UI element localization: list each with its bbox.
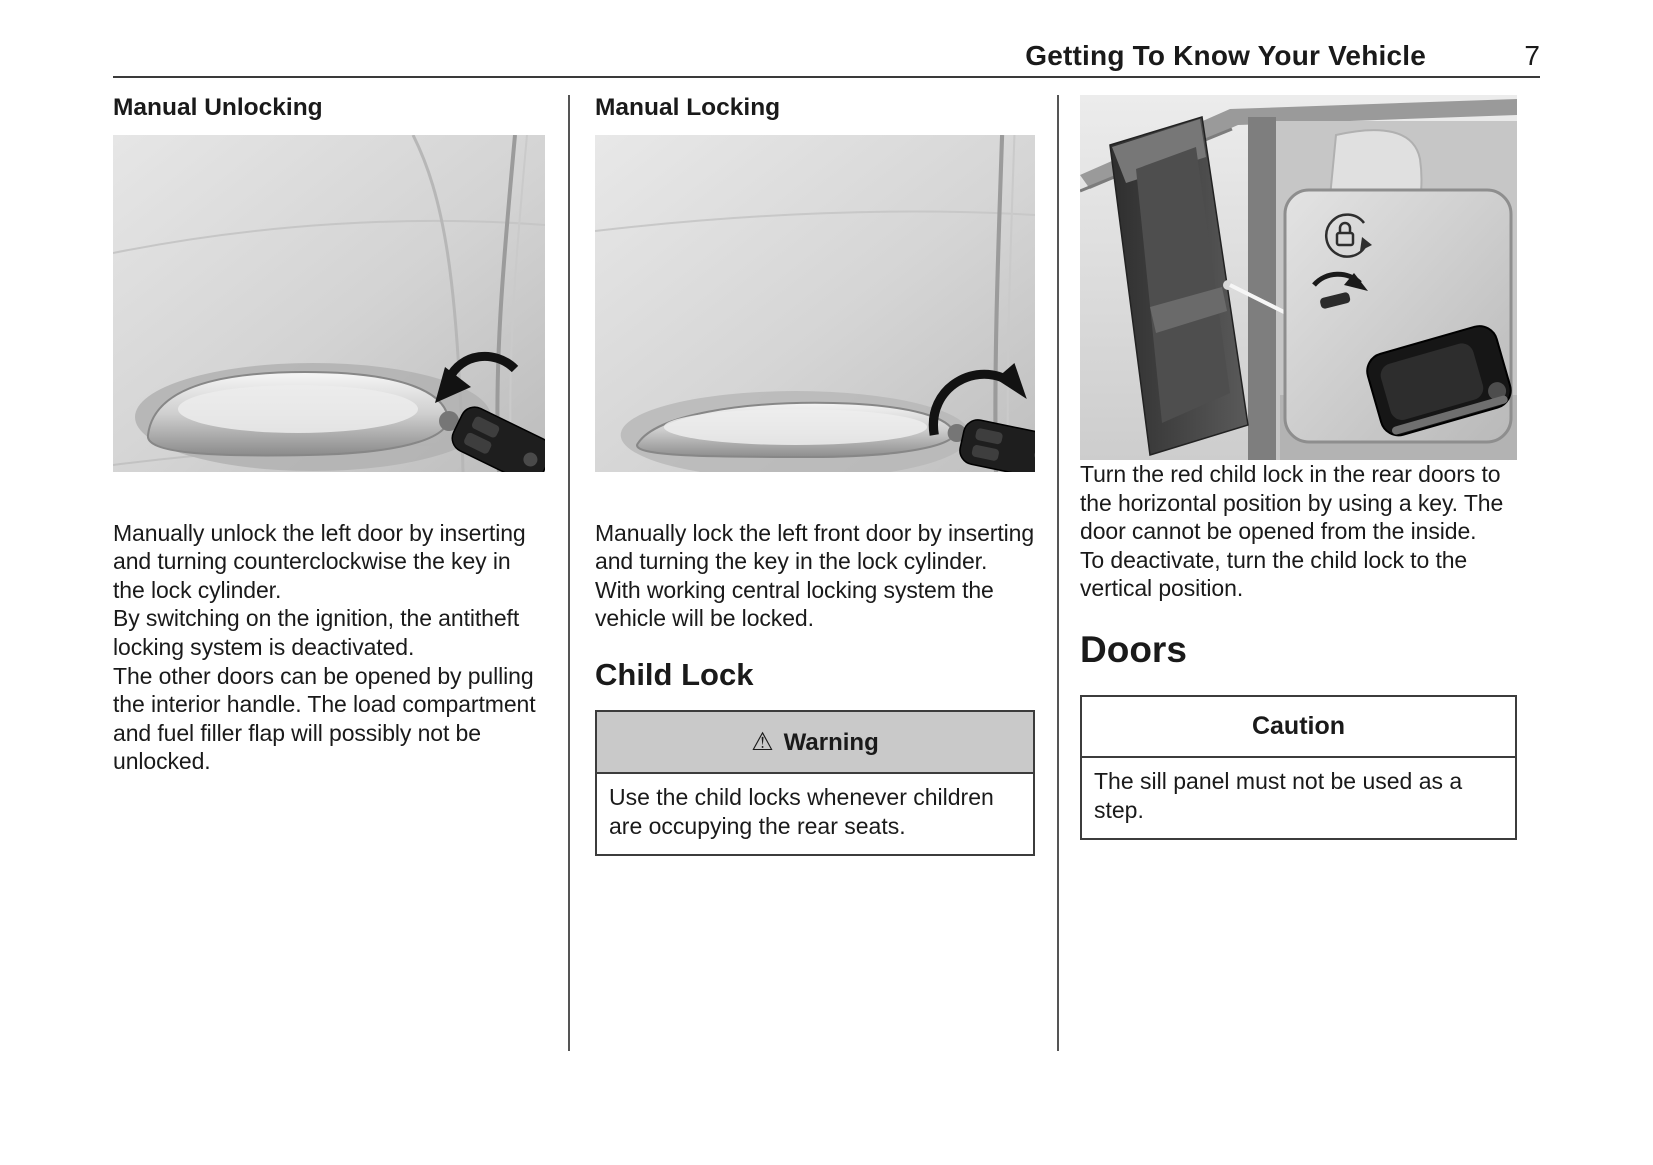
page-header: [113, 40, 1540, 72]
page-number: 7: [1524, 40, 1540, 71]
column-manual-unlocking: [113, 95, 545, 776]
header-rule: [113, 76, 1540, 78]
body-paragraph: By switching on the ignition, the antitheft locking system is deactivated.: [113, 605, 520, 660]
column-child-lock-doors: [1080, 95, 1517, 840]
section-heading-child-lock: Child Lock: [595, 657, 754, 692]
body-paragraph: To deactivate, turn the child lock to the vertical position.: [1080, 546, 1468, 602]
section-heading-manual-locking: Manual Locking: [595, 94, 781, 121]
caution-box: [1080, 695, 1517, 840]
body-paragraph: Turn the red child lock in the rear doors to the horizontal position by using a key. The door cannot be opened from the inside.: [1080, 461, 1504, 545]
section-heading-manual-unlocking: Manual Unlocking: [113, 94, 323, 121]
warning-box-header: [597, 712, 1033, 774]
caution-title: Caution: [1082, 697, 1515, 758]
section-heading-doors: Doors: [1080, 628, 1187, 670]
child-lock-illustration: [1080, 95, 1517, 460]
child-lock-illustration-svg: [1080, 95, 1517, 460]
column-divider: [568, 95, 570, 1051]
warning-icon: ⚠: [751, 728, 774, 757]
warning-title: Warning: [783, 729, 879, 757]
warning-text: Use the child locks whenever children are occupying the rear seats.: [609, 784, 994, 839]
body-paragraph: Manually lock the left front door by inserting and turning the key in the lock cylinder. With working central locking system the vehicle will be locked.: [595, 519, 1035, 632]
door-pillar: [1248, 117, 1276, 460]
caution-text: The sill panel must not be used as a step.: [1094, 768, 1463, 823]
warning-box: [595, 710, 1035, 856]
manual-locking-illustration-svg: [595, 135, 1035, 472]
column-divider: [1057, 95, 1059, 1051]
manual-locking-illustration: [595, 135, 1035, 472]
column-manual-locking: [595, 95, 1035, 856]
body-paragraph: Manually unlock the left door by inserting and turning counterclockwise the key in the lock cylinder.: [113, 519, 526, 603]
chapter-title: Getting To Know Your Vehicle: [1025, 40, 1426, 71]
manual-unlocking-illustration-svg: [113, 135, 545, 472]
child-lock-inset: [1285, 190, 1515, 442]
manual-unlocking-illustration: [113, 135, 545, 472]
body-paragraph: The other doors can be opened by pulling the interior handle. The load compartment and fuel filler flap will possibly not be unlocked.: [113, 662, 536, 775]
